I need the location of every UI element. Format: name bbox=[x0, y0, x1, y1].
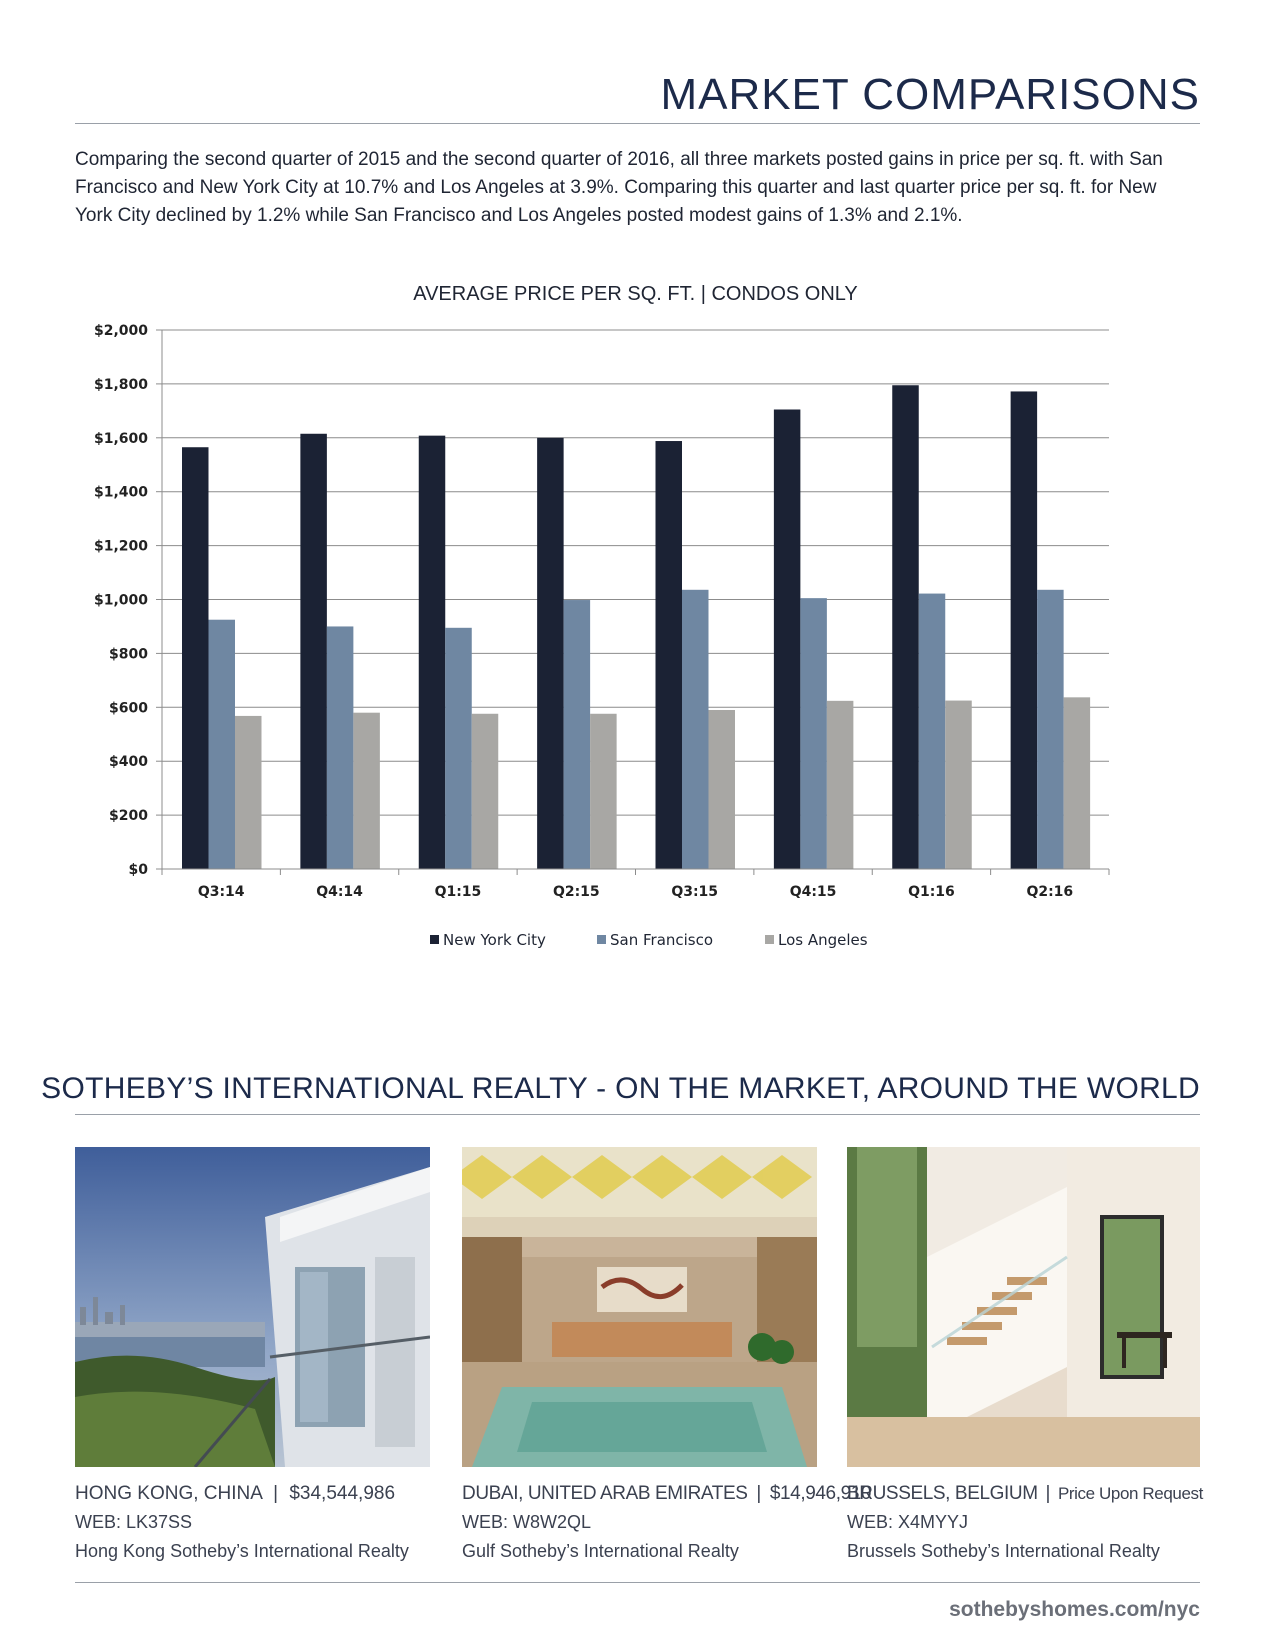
bar-san-francisco bbox=[682, 590, 709, 869]
y-tick-label: $1,400 bbox=[93, 484, 148, 501]
y-tick-label: $400 bbox=[109, 754, 148, 771]
listing-separator: | bbox=[1045, 1483, 1051, 1504]
bar-los-angeles bbox=[353, 713, 380, 869]
listing-separator: | bbox=[273, 1483, 279, 1504]
bar-san-francisco bbox=[209, 620, 236, 869]
price-per-sqft-chart bbox=[75, 285, 1200, 1005]
bar-los-angeles bbox=[1064, 697, 1091, 869]
footer-website-link[interactable]: sothebyshomes.com/nyc bbox=[949, 1598, 1200, 1621]
bar-new-york-city bbox=[300, 434, 327, 869]
bar-new-york-city bbox=[537, 438, 564, 869]
bar-los-angeles bbox=[472, 714, 499, 869]
legend-swatch bbox=[597, 935, 606, 944]
section-title: SOTHEBY’S INTERNATIONAL REALTY - ON THE MARKET, AROUND THE WORLD bbox=[41, 1072, 1200, 1105]
legend-label: San Francisco bbox=[610, 931, 714, 949]
bar-new-york-city bbox=[182, 447, 209, 869]
bar-new-york-city bbox=[1011, 391, 1038, 869]
x-tick-label: Q2:16 bbox=[1026, 884, 1074, 900]
bar-san-francisco bbox=[919, 594, 946, 869]
bar-los-angeles bbox=[945, 701, 972, 869]
bar-new-york-city bbox=[774, 410, 801, 869]
listing-photo-dubai[interactable] bbox=[462, 1147, 817, 1467]
bar-new-york-city bbox=[892, 385, 919, 869]
legend-swatch bbox=[765, 935, 774, 944]
y-tick-label: $0 bbox=[128, 862, 148, 878]
legend-label: New York City bbox=[443, 931, 546, 949]
listing-web-code[interactable]: WEB: LK37SS bbox=[75, 1512, 193, 1532]
dubai-pool-image bbox=[462, 1147, 817, 1467]
intro-paragraph: Comparing the second quarter of 2015 and the second quarter of 2016, all three markets posted gains in price per sq. ft. with San Francisco and New York City at 10.7% and Los Angeles at 3.9%. Comparing this quarter and last quarter price per sq. ft. for New York City declined by 1.2% while San Francisco and Los Angeles posted modest gains of 1.3% and 2.1%. bbox=[75, 149, 1163, 226]
y-tick-label: $200 bbox=[109, 808, 148, 825]
listing-separator: | bbox=[756, 1483, 761, 1504]
x-tick-label: Q2:15 bbox=[552, 884, 600, 900]
listing-location: DUBAI, UNITED ARAB EMIRATES bbox=[462, 1483, 748, 1504]
listing-price: $14,946,910 bbox=[769, 1483, 872, 1504]
bar-san-francisco bbox=[800, 598, 827, 869]
y-tick-label: $1,200 bbox=[93, 538, 148, 555]
bar-new-york-city bbox=[656, 441, 683, 869]
bar-new-york-city bbox=[419, 436, 446, 869]
y-tick-label: $800 bbox=[109, 646, 148, 663]
x-tick-label: Q1:16 bbox=[908, 884, 955, 900]
listing-card-hong-kong[interactable] bbox=[75, 1147, 430, 1566]
bar-san-francisco bbox=[327, 626, 354, 869]
x-tick-label: Q3:15 bbox=[671, 884, 719, 900]
bar-los-angeles bbox=[590, 714, 617, 869]
listing-price: $34,544,986 bbox=[289, 1483, 396, 1504]
bar-san-francisco bbox=[1037, 590, 1064, 869]
hong-kong-villa-image bbox=[75, 1147, 430, 1467]
listing-card-dubai[interactable] bbox=[462, 1147, 872, 1566]
x-tick-label: Q4:14 bbox=[316, 884, 363, 900]
listing-office: Hong Kong Sotheby’s International Realty bbox=[75, 1541, 409, 1561]
y-tick-label: $1,800 bbox=[93, 376, 148, 393]
section-divider bbox=[75, 1114, 1200, 1115]
brussels-staircase-image bbox=[847, 1147, 1200, 1467]
bar-los-angeles bbox=[827, 701, 854, 869]
listing-photo-hong-kong[interactable] bbox=[75, 1147, 430, 1467]
listing-web-code[interactable]: WEB: X4MYYJ bbox=[847, 1512, 969, 1532]
bar-los-angeles bbox=[235, 716, 262, 869]
listing-web-code[interactable]: WEB: W8W2QL bbox=[462, 1512, 592, 1532]
x-tick-label: Q3:14 bbox=[197, 884, 245, 900]
legend-label: Los Angeles bbox=[778, 931, 868, 949]
listing-price: Price Upon Request bbox=[1057, 1484, 1203, 1503]
bar-los-angeles bbox=[709, 710, 736, 869]
chart-title: AVERAGE PRICE PER SQ. FT. | CONDOS ONLY bbox=[413, 285, 858, 305]
x-tick-label: Q4:15 bbox=[789, 884, 837, 900]
y-tick-label: $1,600 bbox=[93, 430, 148, 447]
footer-divider bbox=[75, 1582, 1200, 1583]
y-tick-label: $2,000 bbox=[93, 323, 148, 339]
title-divider bbox=[75, 123, 1200, 124]
bar-san-francisco bbox=[445, 628, 472, 869]
legend-swatch bbox=[430, 935, 439, 944]
x-tick-label: Q1:15 bbox=[434, 884, 482, 900]
listing-location: HONG KONG, CHINA bbox=[75, 1483, 262, 1504]
listing-photo-brussels[interactable] bbox=[847, 1147, 1200, 1467]
listing-card-brussels[interactable] bbox=[847, 1147, 1203, 1566]
listing-office: Brussels Sotheby’s International Realty bbox=[847, 1541, 1160, 1561]
page-title: MARKET COMPARISONS bbox=[660, 70, 1200, 119]
y-tick-label: $1,000 bbox=[93, 592, 148, 609]
listing-office: Gulf Sotheby’s International Realty bbox=[462, 1541, 739, 1561]
listing-location: BRUSSELS, BELGIUM bbox=[847, 1483, 1038, 1504]
y-tick-label: $600 bbox=[109, 700, 148, 717]
bar-san-francisco bbox=[564, 600, 591, 869]
